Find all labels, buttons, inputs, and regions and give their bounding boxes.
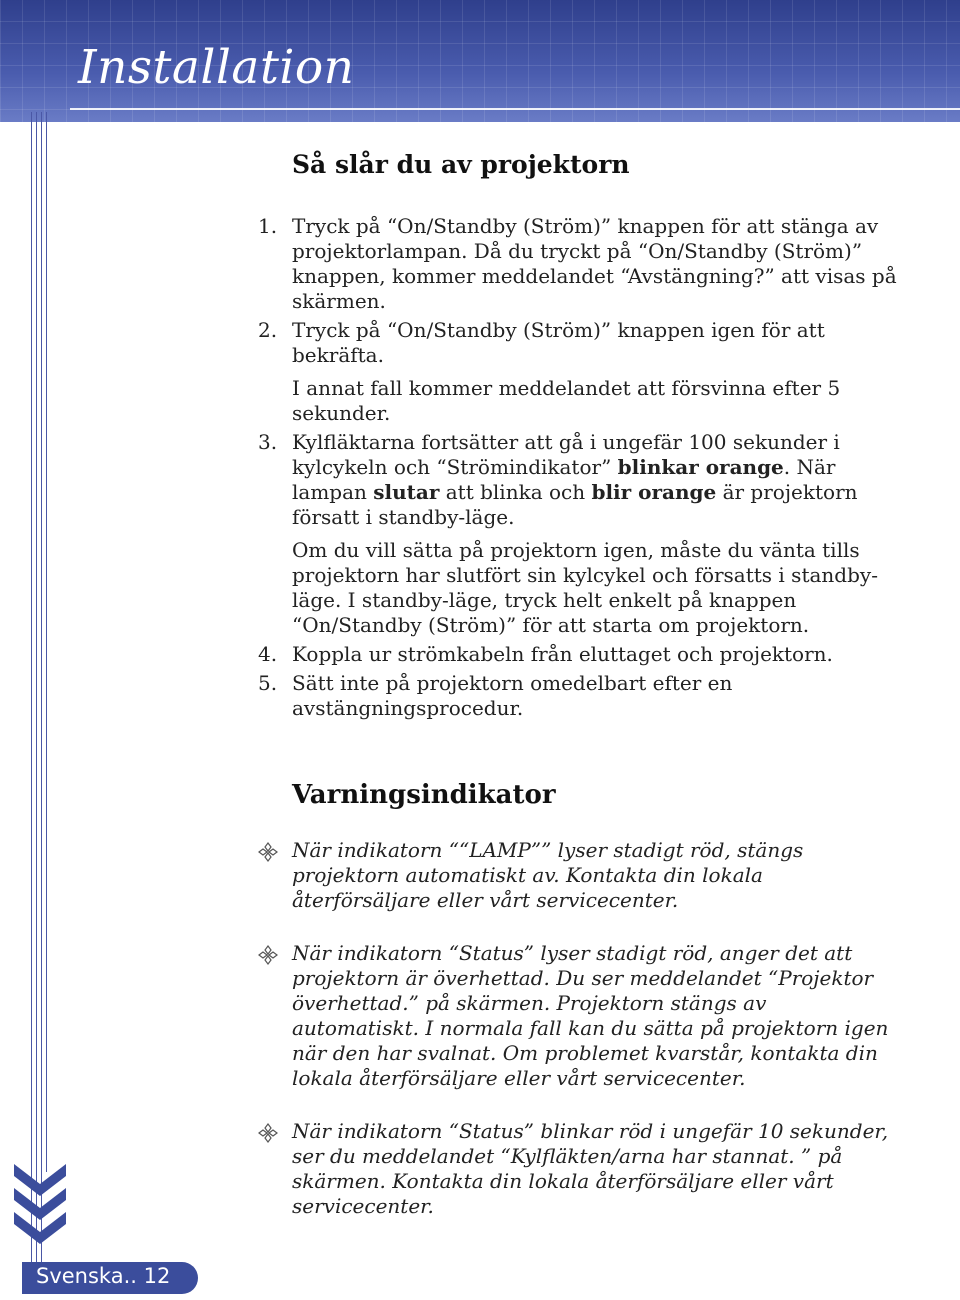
emphasis-stops: slutar: [373, 480, 440, 504]
list-item: [258, 642, 898, 667]
step-number: 5.: [258, 671, 278, 695]
header-underline: [70, 108, 960, 110]
warning-text: När indikatorn “Status” blinkar röd i ungefär 10 sekunder, ser du meddelandet “Kylfläkten/arna har stannat. ” på skärmen. Kontakta din lokala återförsäljare eller vårt servicecenter.: [292, 1119, 889, 1218]
margin-rule: [31, 112, 32, 1262]
warning-list: [258, 838, 898, 1219]
list-item: [258, 671, 898, 721]
section-heading-shutdown: Så slår du av projektorn: [292, 150, 630, 179]
chevron-down-icon: [10, 1162, 70, 1252]
footer-page-label: Svenska.. 12: [36, 1264, 171, 1288]
shutdown-steps-list: [258, 214, 898, 725]
diamond-bullet-icon: [258, 842, 278, 862]
margin-rule: [36, 112, 37, 1262]
margin-rule: [46, 112, 47, 1172]
emphasis-blinking-orange: blinkar orange: [617, 455, 784, 479]
list-item: [258, 318, 898, 426]
step-text: Tryck på “On/Standby (Ström)” knappen igen för att bekräfta.: [292, 318, 825, 367]
margin-rule: [41, 112, 42, 1262]
list-item: [258, 1119, 898, 1219]
list-item: [258, 430, 898, 638]
step-note: I annat fall kommer meddelandet att försvinna efter 5 sekunder.: [292, 376, 841, 425]
step-number: 2.: [258, 318, 278, 342]
warning-text: När indikatorn “Status” lyser stadigt röd, anger det att projektorn är överhettad. Du ser meddelandet “Projektor överhettad.” på skärmen. Projektorn stängs av automatiskt. I normala fall kan du sätta på projektorn igen när den har svalnat. Om problemet kvarstår, kontakta din lokala återförsäljare eller vårt servicecenter.: [292, 941, 889, 1090]
diamond-bullet-icon: [258, 1123, 278, 1143]
warning-text: När indikatorn ““LAMP”” lyser stadigt röd, stängs projektorn automatiskt av. Kontakta din lokala återförsäljare eller vårt servicecenter.: [292, 838, 804, 912]
step-text: Kylfläktarna fortsätter att gå i ungefär 100 sekunder i kylcykeln och “Strömindikator” blinkar orange. När lampan slutar att blinka och blir orange är projektorn försatt i standby-läge.: [292, 430, 858, 529]
step-text: Koppla ur strömkabeln från eluttaget och projektorn.: [292, 642, 833, 666]
step-note: Om du vill sätta på projektorn igen, måste du vänta tills projektorn har slutfört sin kylcykel och försatts i standby-läge. I standby-läge, tryck helt enkelt på knappen “On/Standby (Ström)” för att starta om projektorn.: [292, 538, 878, 637]
diamond-bullet-icon: [258, 945, 278, 965]
step-number: 1.: [258, 214, 278, 238]
step-text: Sätt inte på projektorn omedelbart efter en avstängningsprocedur.: [292, 671, 733, 720]
section-heading-warning: Varningsindikator: [292, 780, 556, 810]
emphasis-turns-orange: blir orange: [591, 480, 717, 504]
step-number: 3.: [258, 430, 278, 454]
list-item: [258, 214, 898, 314]
list-item: [258, 941, 898, 1091]
step-text: Tryck på “On/Standby (Ström)” knappen för att stänga av projektorlampan. Då du tryckt på “On/Standby (Ström)” knappen, kommer meddelandet “Avstängning?” att visas på skärmen.: [292, 214, 897, 313]
step-number: 4.: [258, 642, 278, 666]
list-item: [258, 838, 898, 913]
page-title: Installation: [78, 40, 355, 95]
